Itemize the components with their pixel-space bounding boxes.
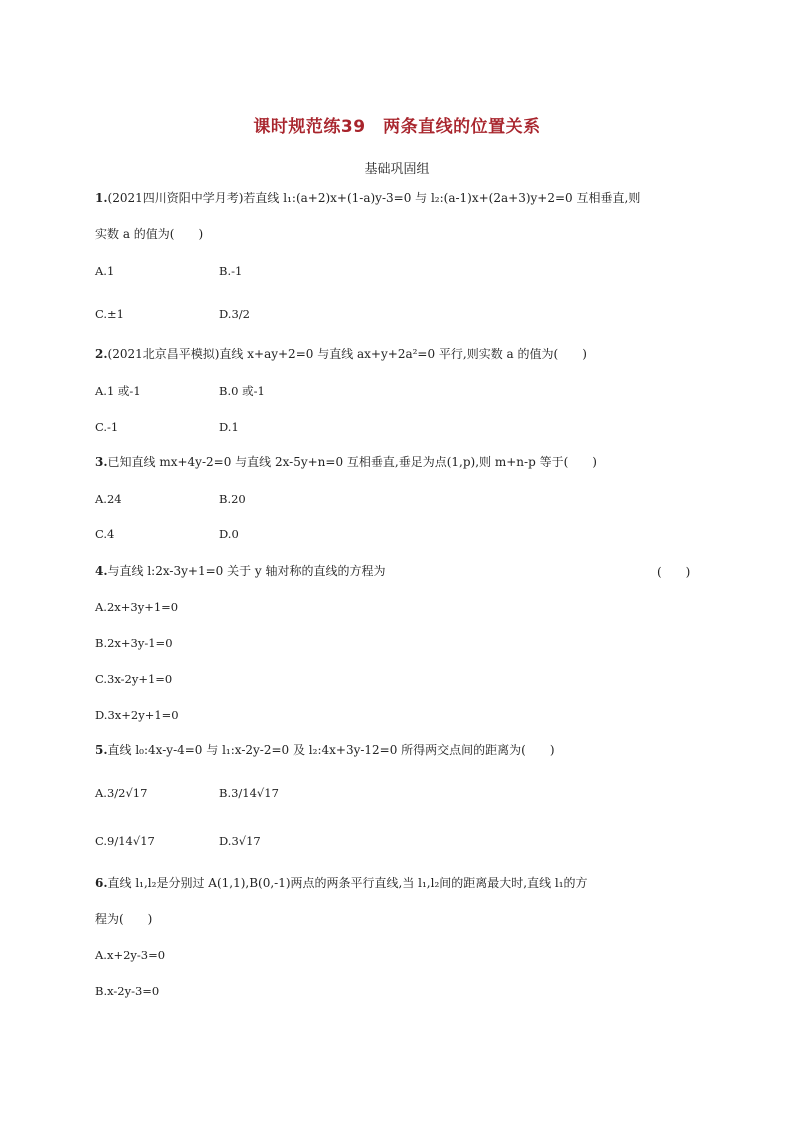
section-heading: 基础巩固组	[364, 162, 430, 177]
question-number: 5.	[95, 743, 108, 757]
option-a: A.24	[95, 492, 122, 506]
question-text: 与直线 l:2x-3y+1=0 关于 y 轴对称的直线的方程为	[107, 564, 386, 578]
question-number: 4.	[95, 564, 108, 578]
option-b: B.2x+3y-1=0	[95, 636, 173, 650]
option-b: B.0 或-1	[219, 384, 265, 398]
question-5	[95, 742, 555, 758]
option-c: C.3x-2y+1=0	[95, 672, 173, 686]
question-text: (2021四川资阳中学月考)若直线 l₁:(a+2)x+(1-a)y-3=0 与 l₂:(a-1)x+(2a+3)y+2=0 互相垂直,则	[107, 191, 641, 205]
option-a: A.1	[95, 264, 115, 278]
option-b: B.x-2y-3=0	[95, 984, 160, 998]
option-a: A.1 或-1	[95, 384, 141, 398]
option-d: D.1	[219, 420, 239, 434]
option-b: B.20	[219, 492, 246, 506]
question-2	[95, 346, 587, 362]
question-6	[95, 875, 588, 891]
question-text: 直线 l₁,l₂是分别过 A(1,1),B(0,-1)两点的两条平行直线,当 l₁,l₂间的距离最大时,直线 l₁的方	[107, 876, 588, 890]
page-title: 课时规范练39 两条直线的位置关系	[253, 117, 541, 137]
question-text: (2021北京昌平模拟)直线 x+ay+2=0 与直线 ax+y+2a²=0 平行,则实数 a 的值为( )	[107, 347, 587, 361]
question-4	[95, 563, 386, 579]
answer-blank: ( )	[657, 565, 691, 579]
option-a: A.2x+3y+1=0	[95, 600, 179, 614]
option-c: C.9/14√17	[95, 834, 155, 848]
question-number: 3.	[95, 455, 108, 469]
option-b: B.-1	[219, 264, 243, 278]
option-c: C.-1	[95, 420, 119, 434]
option-a: A.x+2y-3=0	[95, 948, 166, 962]
option-b: B.3/14√17	[219, 786, 279, 800]
question-3	[95, 454, 597, 470]
question-6-continuation: 程为( )	[95, 912, 153, 926]
question-number: 2.	[95, 347, 108, 361]
option-a: A.3/2√17	[95, 786, 148, 800]
question-1	[95, 190, 640, 206]
option-d: D.3√17	[219, 834, 261, 848]
question-text: 已知直线 mx+4y-2=0 与直线 2x-5y+n=0 互相垂直,垂足为点(1,p),则 m+n-p 等于( )	[107, 455, 597, 469]
option-c: C.±1	[95, 307, 124, 321]
question-number: 1.	[95, 191, 108, 205]
question-1-continuation: 实数 a 的值为( )	[95, 227, 204, 241]
option-d: D.3x+2y+1=0	[95, 708, 179, 722]
option-d: D.3/2	[219, 307, 250, 321]
option-d: D.0	[219, 527, 239, 541]
option-c: C.4	[95, 527, 115, 541]
question-number: 6.	[95, 876, 108, 890]
question-text: 直线 l₀:4x-y-4=0 与 l₁:x-2y-2=0 及 l₂:4x+3y-12=0 所得两交点间的距离为( )	[107, 743, 555, 757]
